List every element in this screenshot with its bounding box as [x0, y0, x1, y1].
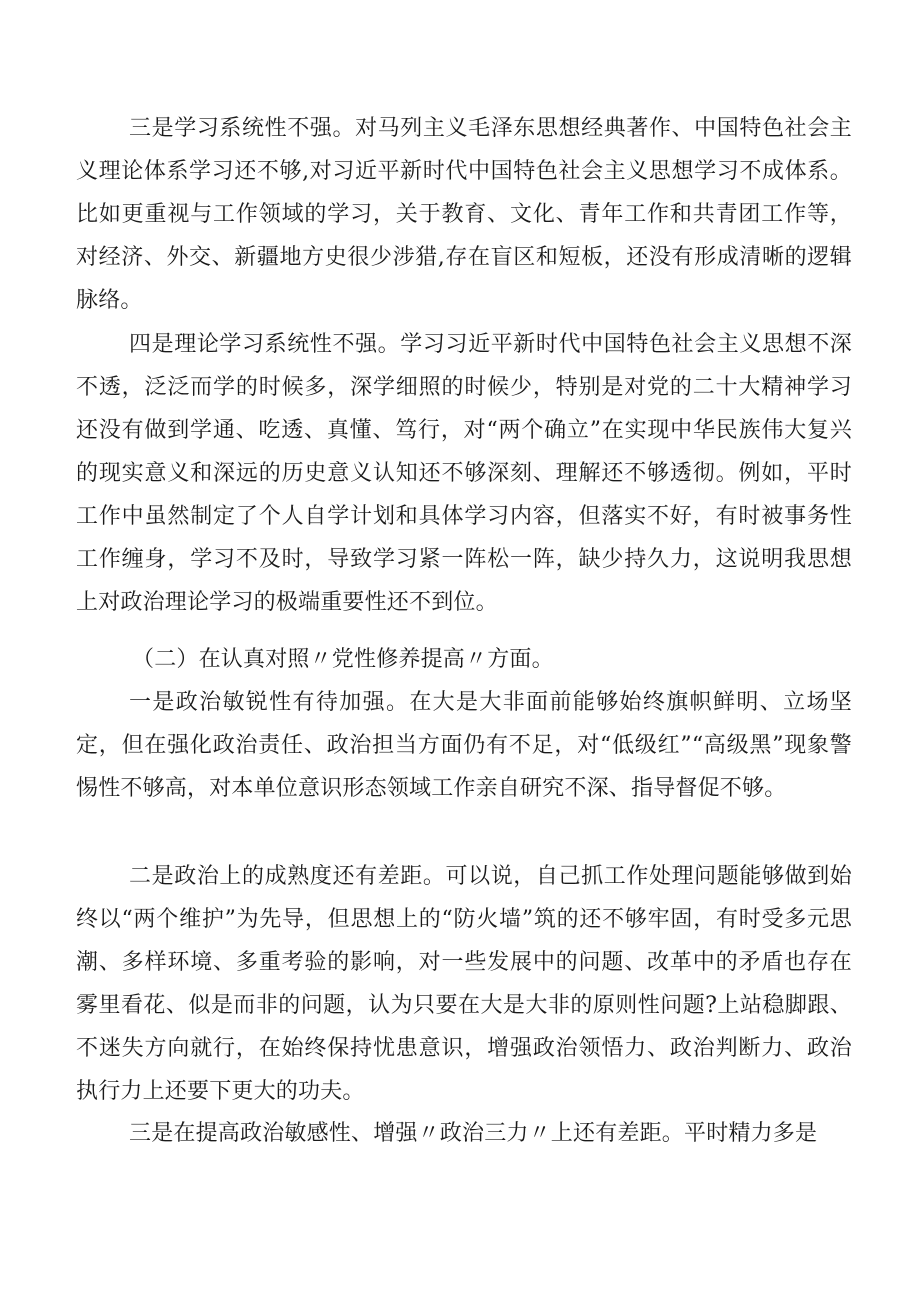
paragraph-text: 二是政治上的成熟度还有差距。可以说，自己抓工作处理问题能够做到始终以“两个维护”为先导，但思想上的“防火墙”筑的还不够牢固，有时受多元思潮、多样环境、多重考验的影响，对一些发展中的问题、改革中的矛盾也存在雾里看花、似是而非的问题，认为只要在大是大非的原则性问题?上站稳脚跟、不迷失方向就行，在始终保持忧患意识，增强政治领悟力、政治判断力、政治执行力上还要下更大的功夫。 — [76, 864, 852, 1104]
paragraph-theory-study — [76, 323, 852, 624]
paragraph-text: 四是理论学习系统性不强。学习习近平新时代中国特色社会主义思想不深不透，泛泛而学的时候多，深学细照的时候少，特别是对党的二十大精神学习还没有做到学通、吃透、真懂、笃行，对“两个确立”在实现中华民族伟大复兴的现实意义和深远的历史意义认知还不够深刻、理解还不够透彻。例如，平时工作中虽然制定了个人自学计划和具体学习内容，但落实不好，有时被事务性工作缠身，学习不及时，导致学习紧一阵松一阵，缺少持久力，这说明我思想上对政治理论学习的极端重要性还不到位。 — [76, 332, 852, 615]
section-heading-party-spirit — [76, 638, 852, 681]
paragraph-text: 三是在提高政治敏感性、增强〃政治三力〃上还有差距。平时精力多是 — [129, 1121, 818, 1146]
paragraph-learning-system — [76, 107, 852, 322]
paragraph-text: 一是政治敏锐性有待加强。在大是大非面前能够始终旗帜鲜明、立场坚定，但在强化政治责任、政治担当方面仍有不足，对“低级红”“高级黑”现象警惕性不够高，对本单位意识形态领域工作亲自研究不深、指导督促不够。 — [76, 690, 852, 801]
paragraph-political-maturity — [76, 855, 852, 1113]
paragraph-three-powers — [76, 1112, 852, 1155]
paragraph-text: 三是学习系统性不强。对马列主义毛泽东思想经典著作、中国特色社会主义理论体系学习还不够,对习近平新时代中国特色社会主义思想学习不成体系。比如更重视与工作领域的学习，关于教育、文化、青年工作和共青团工作等，对经济、外交、新疆地方史很少涉猎,存在盲区和短板，还没有形成清晰的逻辑脉络。 — [76, 116, 852, 313]
paragraph-political-sensitivity — [76, 681, 852, 810]
section-heading-text: （二）在认真对照〃党性修养提高〃方面。 — [132, 647, 554, 672]
